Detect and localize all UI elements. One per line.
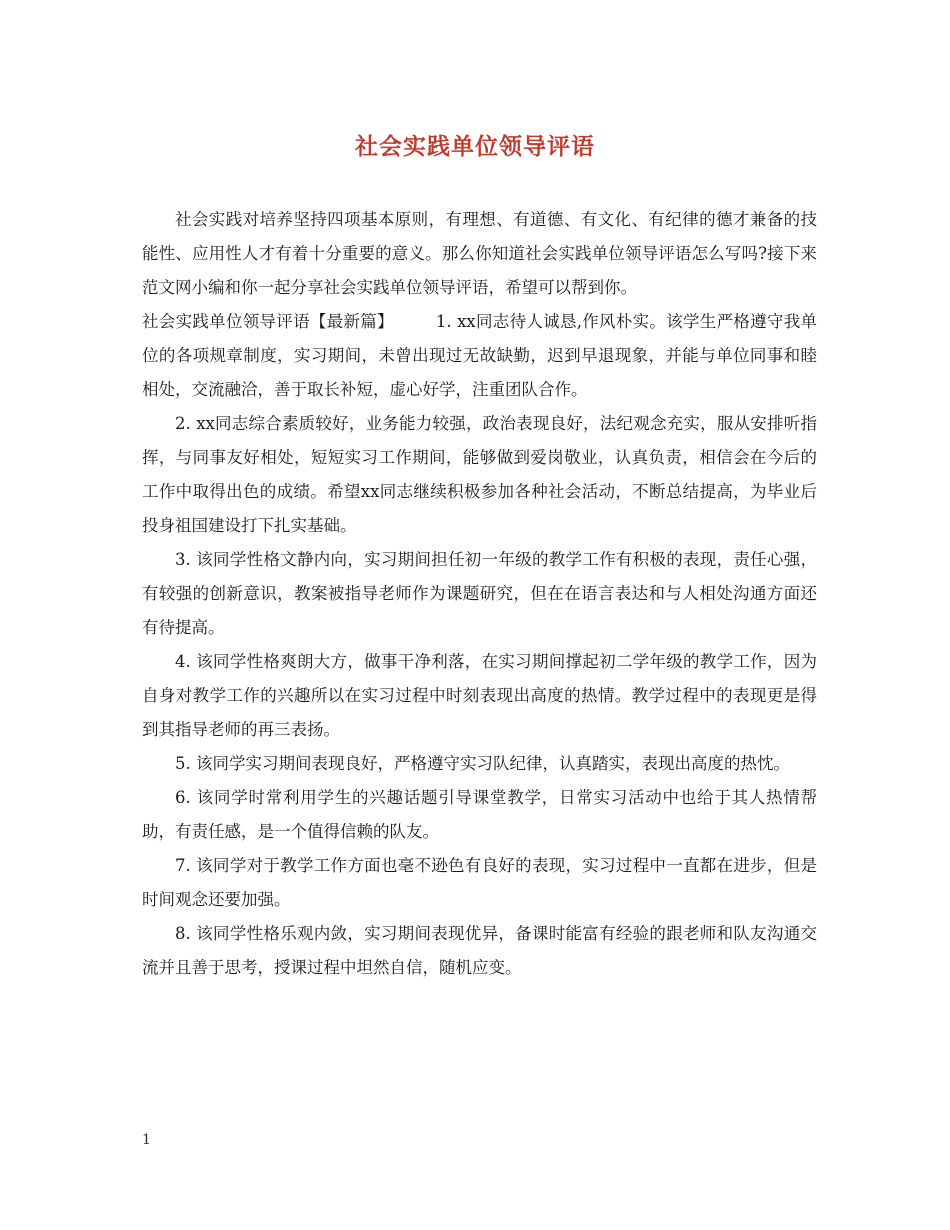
- comment-item-2: 2. xx同志综合素质较好，业务能力较强，政治表现良好，法纪观念充实，服从安排听指挥，与同事友好相处，短短实习工作期间，能够做到爱岗敬业，认真负责，相信会在今后的工作中取得出色的成绩。希望xx同志继续积极参加各种社会活动，不断总结提高，为毕业后投身祖国建设打下扎实基础。: [142, 414, 817, 535]
- comment-item-3: 3. 该同学性格文静内向，实习期间担任初一年级的教学工作有积极的表现，责任心强，有较强的创新意识，教案被指导老师作为课题研究，但在在语言表达和与人相处沟通方面还有待提高。: [142, 550, 817, 637]
- comment-item-7: 7. 该同学对于教学工作方面也毫不逊色有良好的表现，实习过程中一直都在进步，但是时间观念还要加强。: [142, 856, 817, 909]
- document-body: [142, 203, 817, 985]
- comment-item-1: 1. xx同志待人诚恳,作风朴实。该学生严格遵守我单位的各项规章制度，实习期间，未曾出现过无故缺勤，迟到早退现象，并能与单位同事和睦相处，交流融洽，善于取长补短，虚心好学，注重团队合作。: [142, 312, 818, 399]
- document-title: 社会实践单位领导评语: [355, 133, 595, 160]
- intro-paragraph: 社会实践对培养坚持四项基本原则，有理想、有道德、有文化、有纪律的德才兼备的技能性、应用性人才有着十分重要的意义。那么你知道社会实践单位领导评语怎么写吗?接下来范文网小编和你一起分享社会实践单位领导评语，希望可以帮到你。: [142, 210, 817, 297]
- comment-item-8: 8. 该同学性格乐观内敛，实习期间表现优异，备课时能富有经验的跟老师和队友沟通交流并且善于思考，授课过程中坦然自信，随机应变。: [142, 924, 817, 977]
- section-paragraph: [142, 305, 817, 407]
- comment-item-4: 4. 该同学性格爽朗大方，做事干净利落，在实习期间撑起初二学年级的教学工作，因为自身对教学工作的兴趣所以在实习过程中时刻表现出高度的热情。教学过程中的表现更是得到其指导老师的再三表扬。: [142, 652, 817, 739]
- section-heading: 社会实践单位领导评语【最新篇】: [142, 312, 394, 331]
- comment-item-5: 5. 该同学实习期间表现良好，严格遵守实习队纪律，认真踏实，表现出高度的热忱。: [175, 754, 790, 773]
- page-number: 1: [142, 1132, 151, 1148]
- comment-item-6: 6. 该同学时常利用学生的兴趣话题引导课堂教学，日常实习活动中也给于其人热情帮助，有责任感，是一个值得信赖的队友。: [142, 788, 817, 841]
